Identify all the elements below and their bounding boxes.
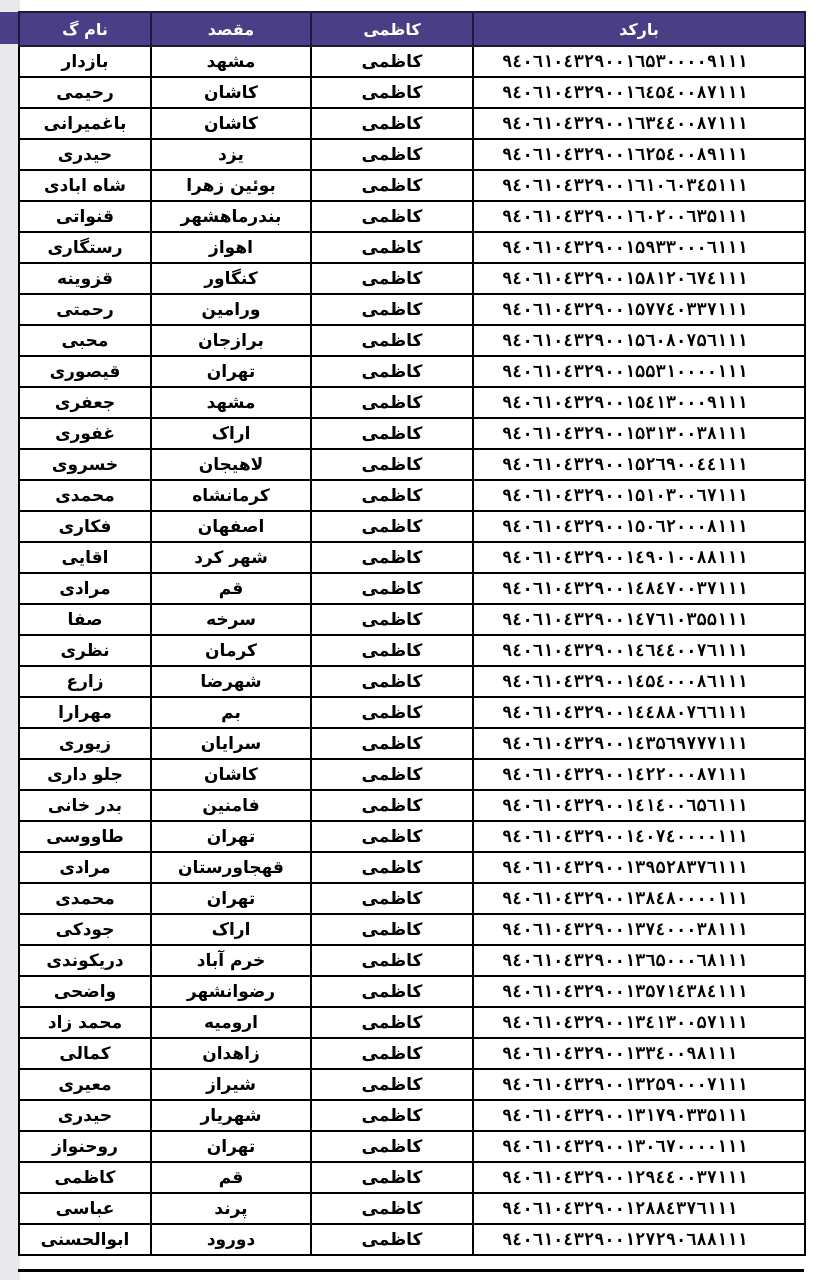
sender-cell: کاظمی: [311, 46, 473, 77]
recipient-name-cell: حیدری: [19, 1100, 151, 1131]
destination-cell: شهرضا: [151, 666, 311, 697]
table-row: [19, 1100, 805, 1131]
sender-cell: کاظمی: [311, 1100, 473, 1131]
barcode-cell: ۹٤۰٦۱۰٤۳۲۹۰۰۱٦۳٤٤۰۰۸۷۱۱۱: [473, 108, 805, 139]
sender-cell: کاظمی: [311, 387, 473, 418]
recipient-name-cell: قیصوری: [19, 356, 151, 387]
sender-cell: کاظمی: [311, 108, 473, 139]
barcode-cell: ۹٤۰٦۱۰٤۳۲۹۰۰۱۲۷۲۹۰٦۸۸۱۱۱: [473, 1224, 805, 1255]
barcode-cell: ۹٤۰٦۱۰٤۳۲۹۰۰۱۵٦۰۸۰۷۵٦۱۱۱: [473, 325, 805, 356]
recipient-name-cell: رستگاری: [19, 232, 151, 263]
destination-cell: شیراز: [151, 1069, 311, 1100]
column-header-destination: مقصد: [151, 12, 311, 46]
recipient-name-cell: قنواتی: [19, 201, 151, 232]
barcode-cell: ۹٤۰٦۱۰٤۳۲۹۰۰۱۵۱۰۳۰۰٦۷۱۱۱: [473, 480, 805, 511]
table-bottom-border: [18, 1269, 804, 1272]
sender-cell: کاظمی: [311, 573, 473, 604]
destination-cell: زاهدان: [151, 1038, 311, 1069]
destination-cell: بوئین زهرا: [151, 170, 311, 201]
sender-cell: کاظمی: [311, 976, 473, 1007]
table-row: [19, 821, 805, 852]
table-row: [19, 1069, 805, 1100]
destination-cell: کاشان: [151, 108, 311, 139]
destination-cell: اراک: [151, 914, 311, 945]
destination-cell: اهواز: [151, 232, 311, 263]
sender-cell: کاظمی: [311, 449, 473, 480]
sender-cell: کاظمی: [311, 1193, 473, 1224]
destination-cell: سرخه: [151, 604, 311, 635]
recipient-name-cell: ابوالحسنی: [19, 1224, 151, 1255]
destination-cell: شهر کرد: [151, 542, 311, 573]
recipient-name-cell: شاه ابادی: [19, 170, 151, 201]
recipient-name-cell: روحنواز: [19, 1131, 151, 1162]
destination-cell: خرم آباد: [151, 945, 311, 976]
destination-cell: تهران: [151, 356, 311, 387]
sender-cell: کاظمی: [311, 852, 473, 883]
destination-cell: مشهد: [151, 46, 311, 77]
barcode-cell: ۹٤۰٦۱۰٤۳۲۹۰۰۱۵۰٦۲۰۰۰۸۱۱۱: [473, 511, 805, 542]
destination-cell: تهران: [151, 821, 311, 852]
barcode-cell: ۹٤۰٦۱۰٤۳۲۹۰۰۱٤۱٤۰۰٦۵٦۱۱۱: [473, 790, 805, 821]
destination-cell: ارومیه: [151, 1007, 311, 1038]
destination-cell: رضوانشهر: [151, 976, 311, 1007]
recipient-name-cell: محمد زاد: [19, 1007, 151, 1038]
sender-cell: کاظمی: [311, 604, 473, 635]
recipient-name-cell: مرادی: [19, 852, 151, 883]
recipient-name-cell: جودکی: [19, 914, 151, 945]
barcode-cell: ۹٤۰٦۱۰٤۳۲۹۰۰۱٤۹۰۱۰۰۸۸۱۱۱: [473, 542, 805, 573]
sender-cell: کاظمی: [311, 542, 473, 573]
recipient-name-cell: کاظمی: [19, 1162, 151, 1193]
recipient-name-cell: بازدار: [19, 46, 151, 77]
recipient-name-cell: جعفری: [19, 387, 151, 418]
table-row: [19, 883, 805, 914]
sender-cell: کاظمی: [311, 201, 473, 232]
barcode-cell: ۹٤۰٦۱۰٤۳۲۹۰۰۱۳۲۵۹۰۰۰۷۱۱۱: [473, 1069, 805, 1100]
destination-cell: بندرماهشهر: [151, 201, 311, 232]
column-header-barcode: بارکد: [473, 12, 805, 46]
barcode-cell: ۹٤۰٦۱۰٤۳۲۹۰۰۱٤٦٤٤۰۰۷٦۱۱۱: [473, 635, 805, 666]
destination-cell: لاهیجان: [151, 449, 311, 480]
table-row: [19, 790, 805, 821]
table-row: [19, 139, 805, 170]
table-row: [19, 1224, 805, 1255]
sender-cell: کاظمی: [311, 1162, 473, 1193]
sender-cell: کاظمی: [311, 945, 473, 976]
table-row: [19, 697, 805, 728]
barcode-cell: ۹٤۰٦۱۰٤۳۲۹۰۰۱٦۱۰٦۰۳٤۵۱۱۱: [473, 170, 805, 201]
table-row: [19, 77, 805, 108]
barcode-cell: ۹٤۰٦۱۰٤۳۲۹۰۰۱۵۸۱۲۰٦۷٤۱۱۱: [473, 263, 805, 294]
recipient-name-cell: غفوری: [19, 418, 151, 449]
table-row: [19, 387, 805, 418]
barcode-cell: ۹٤۰٦۱۰٤۳۲۹۰۰۱٤۵٤۰۰۰۸٦۱۱۱: [473, 666, 805, 697]
destination-cell: پرند: [151, 1193, 311, 1224]
sender-cell: کاظمی: [311, 77, 473, 108]
table-row: [19, 945, 805, 976]
barcode-cell: ۹٤۰٦۱۰٤۳۲۹۰۰۱۵۳۱۳۰۰۳۸۱۱۱: [473, 418, 805, 449]
recipient-name-cell: رحمتی: [19, 294, 151, 325]
destination-cell: قم: [151, 573, 311, 604]
sender-cell: کاظمی: [311, 139, 473, 170]
sender-cell: کاظمی: [311, 480, 473, 511]
table-row: [19, 666, 805, 697]
recipient-name-cell: زیوری: [19, 728, 151, 759]
destination-cell: بم: [151, 697, 311, 728]
recipient-name-cell: باغمیرانی: [19, 108, 151, 139]
recipient-name-cell: قزوینه: [19, 263, 151, 294]
table-row: [19, 201, 805, 232]
table-row: [19, 170, 805, 201]
table-row: [19, 976, 805, 1007]
barcode-cell: ۹٤۰٦۱۰٤۳۲۹۰۰۱۳٦۵۰۰۰٦۸۱۱۱: [473, 945, 805, 976]
barcode-cell: ۹٤۰٦۱۰٤۳۲۹۰۰۱٤۲۲۰۰۰۸۷۱۱۱: [473, 759, 805, 790]
table-row: [19, 449, 805, 480]
recipient-name-cell: اقایی: [19, 542, 151, 573]
sender-cell: کاظمی: [311, 294, 473, 325]
sender-cell: کاظمی: [311, 1069, 473, 1100]
recipient-name-cell: مرادی: [19, 573, 151, 604]
barcode-cell: ۹٤۰٦۱۰٤۳۲۹۰۰۱٦۰۲۰۰٦۳۵۱۱۱: [473, 201, 805, 232]
destination-cell: تهران: [151, 1131, 311, 1162]
barcode-cell: ۹٤۰٦۱۰٤۳۲۹۰۰۱۲۹٤٤۰۰۳۷۱۱۱: [473, 1162, 805, 1193]
destination-cell: سرایان: [151, 728, 311, 759]
barcode-cell: ۹٤۰٦۱۰٤۳۲۹۰۰۱۳۱۷۹۰۳۳۵۱۱۱: [473, 1100, 805, 1131]
barcode-cell: ۹٤۰٦۱۰٤۳۲۹۰۰۱۵٤۱۳۰۰۰۹۱۱۱: [473, 387, 805, 418]
table-row: [19, 418, 805, 449]
recipient-name-cell: طاووسی: [19, 821, 151, 852]
recipient-name-cell: بدر خانی: [19, 790, 151, 821]
destination-cell: فامنین: [151, 790, 311, 821]
sender-cell: کاظمی: [311, 666, 473, 697]
table-row: [19, 1007, 805, 1038]
barcode-cell: ۹٤۰٦۱۰٤۳۲۹۰۰۱٤۰۷٤۰۰۰۰۱۱۱: [473, 821, 805, 852]
sender-cell: کاظمی: [311, 356, 473, 387]
sender-cell: کاظمی: [311, 1224, 473, 1255]
barcode-cell: ۹٤۰٦۱۰٤۳۲۹۰۰۱٦٤۵٤۰۰۸۷۱۱۱: [473, 77, 805, 108]
barcode-cell: ۹٤۰٦۱۰٤۳۲۹۰۰۱۳۵۷۱٤۳۸٤۱۱۱: [473, 976, 805, 1007]
destination-cell: مشهد: [151, 387, 311, 418]
table-row: [19, 573, 805, 604]
table-row: [19, 263, 805, 294]
table-row: [19, 728, 805, 759]
sender-cell: کاظمی: [311, 325, 473, 356]
destination-cell: اصفهان: [151, 511, 311, 542]
recipient-name-cell: صفا: [19, 604, 151, 635]
destination-cell: ورامین: [151, 294, 311, 325]
barcode-cell: ۹٤۰٦۱۰٤۳۲۹۰۰۱٤٤۸۸۰۷٦٦۱۱۱: [473, 697, 805, 728]
destination-cell: کاشان: [151, 77, 311, 108]
barcode-cell: ۹٤۰٦۱۰٤۳۲۹۰۰۱٤۷٦۱۰۳۵۵۱۱۱: [473, 604, 805, 635]
recipient-name-cell: خسروی: [19, 449, 151, 480]
recipient-name-cell: محبی: [19, 325, 151, 356]
recipient-name-cell: محمدی: [19, 883, 151, 914]
sender-cell: کاظمی: [311, 1007, 473, 1038]
table-row: [19, 480, 805, 511]
destination-cell: کرمانشاه: [151, 480, 311, 511]
barcode-cell: ۹٤۰٦۱۰٤۳۲۹۰۰۱٤۸٤۷۰۰۳۷۱۱۱: [473, 573, 805, 604]
sender-cell: کاظمی: [311, 759, 473, 790]
barcode-cell: ۹٤۰٦۱۰٤۳۲۹۰۰۱۵۷۷٤۰۳۳۷۱۱۱: [473, 294, 805, 325]
table-row: [19, 542, 805, 573]
table-row: [19, 1038, 805, 1069]
table-row: [19, 1162, 805, 1193]
recipient-name-cell: جلو داری: [19, 759, 151, 790]
table-row: [19, 356, 805, 387]
recipient-name-cell: معیری: [19, 1069, 151, 1100]
recipient-name-cell: مهرارا: [19, 697, 151, 728]
sender-cell: کاظمی: [311, 232, 473, 263]
recipient-name-cell: دریکوندی: [19, 945, 151, 976]
destination-cell: تهران: [151, 883, 311, 914]
barcode-cell: ۹٤۰٦۱۰٤۳۲۹۰۰۱۳۷٤۰۰۰۳۸۱۱۱: [473, 914, 805, 945]
sender-cell: کاظمی: [311, 728, 473, 759]
destination-cell: برازجان: [151, 325, 311, 356]
table-row: [19, 635, 805, 666]
barcode-cell: ۹٤۰٦۱۰٤۳۲۹۰۰۱۳۰٦۷۰۰۰۰۱۱۱: [473, 1131, 805, 1162]
shipment-table: [18, 11, 806, 1256]
sender-cell: کاظمی: [311, 170, 473, 201]
barcode-cell: ۹٤۰٦۱۰٤۳۲۹۰۰۱٦۵۳۰۰۰۰۹۱۱۱: [473, 46, 805, 77]
sender-cell: کاظمی: [311, 883, 473, 914]
destination-cell: شهریار: [151, 1100, 311, 1131]
destination-cell: دورود: [151, 1224, 311, 1255]
header-row: [19, 12, 805, 46]
barcode-cell: ۹٤۰٦۱۰٤۳۲۹۰۰۱٤۳۵٦۹۷۷۷۱۱۱: [473, 728, 805, 759]
destination-cell: کاشان: [151, 759, 311, 790]
table-row: [19, 46, 805, 77]
sender-cell: کاظمی: [311, 418, 473, 449]
left-margin-strip: [0, 0, 20, 1280]
sender-cell: کاظمی: [311, 1038, 473, 1069]
sender-cell: کاظمی: [311, 1131, 473, 1162]
table-row: [19, 1131, 805, 1162]
recipient-name-cell: عباسی: [19, 1193, 151, 1224]
barcode-cell: ۹٤۰٦۱۰٤۳۲۹۰۰۱۳۹۵۲۸۳۷٦۱۱۱: [473, 852, 805, 883]
destination-cell: یزد: [151, 139, 311, 170]
sender-cell: کاظمی: [311, 263, 473, 294]
recipient-name-cell: کمالی: [19, 1038, 151, 1069]
destination-cell: قهجاورستان: [151, 852, 311, 883]
barcode-cell: ۹٤۰٦۱۰٤۳۲۹۰۰۱۵۵۳۱۰۰۰۰۱۱۱: [473, 356, 805, 387]
barcode-cell: ۹٤۰٦۱۰٤۳۲۹۰۰۱۳۸٤۸۰۰۰۰۱۱۱: [473, 883, 805, 914]
table-row: [19, 294, 805, 325]
table-row: [19, 325, 805, 356]
sender-cell: کاظمی: [311, 635, 473, 666]
barcode-cell: ۹٤۰٦۱۰٤۳۲۹۰۰۱۳٤۱۳۰۰۵۷۱۱۱: [473, 1007, 805, 1038]
recipient-name-cell: زارع: [19, 666, 151, 697]
table-row: [19, 604, 805, 635]
table-body: [19, 46, 805, 1255]
table-row: [19, 852, 805, 883]
barcode-cell: ۹٤۰٦۱۰٤۳۲۹۰۰۱۲۸۸٤۳۷٦۱۱۱: [473, 1193, 805, 1224]
recipient-name-cell: حیدری: [19, 139, 151, 170]
recipient-name-cell: رحیمی: [19, 77, 151, 108]
table-row: [19, 511, 805, 542]
recipient-name-cell: فکاری: [19, 511, 151, 542]
destination-cell: قم: [151, 1162, 311, 1193]
sender-cell: کاظمی: [311, 821, 473, 852]
table-row: [19, 1193, 805, 1224]
table-row: [19, 108, 805, 139]
sender-cell: کاظمی: [311, 790, 473, 821]
sender-cell: کاظمی: [311, 914, 473, 945]
recipient-name-cell: واضحی: [19, 976, 151, 1007]
column-header-sender: کاظمی: [311, 12, 473, 46]
recipient-name-cell: نظری: [19, 635, 151, 666]
barcode-cell: ۹٤۰٦۱۰٤۳۲۹۰۰۱۵۹۳۳۰۰۰٦۱۱۱: [473, 232, 805, 263]
column-header-name: نام گ: [19, 12, 151, 46]
destination-cell: کنگاور: [151, 263, 311, 294]
recipient-name-cell: محمدی: [19, 480, 151, 511]
destination-cell: اراک: [151, 418, 311, 449]
table-row: [19, 914, 805, 945]
sender-cell: کاظمی: [311, 511, 473, 542]
barcode-cell: ۹٤۰٦۱۰٤۳۲۹۰۰۱۳۳٤۰۰۹۸۱۱۱: [473, 1038, 805, 1069]
barcode-cell: ۹٤۰٦۱۰٤۳۲۹۰۰۱۵۲٦۹۰۰٤٤۱۱۱: [473, 449, 805, 480]
destination-cell: کرمان: [151, 635, 311, 666]
table-row: [19, 759, 805, 790]
table-header: [19, 12, 805, 46]
sender-cell: کاظمی: [311, 697, 473, 728]
barcode-cell: ۹٤۰٦۱۰٤۳۲۹۰۰۱٦۲۵٤۰۰۸۹۱۱۱: [473, 139, 805, 170]
left-margin-header-strip: [0, 12, 20, 44]
table-row: [19, 232, 805, 263]
